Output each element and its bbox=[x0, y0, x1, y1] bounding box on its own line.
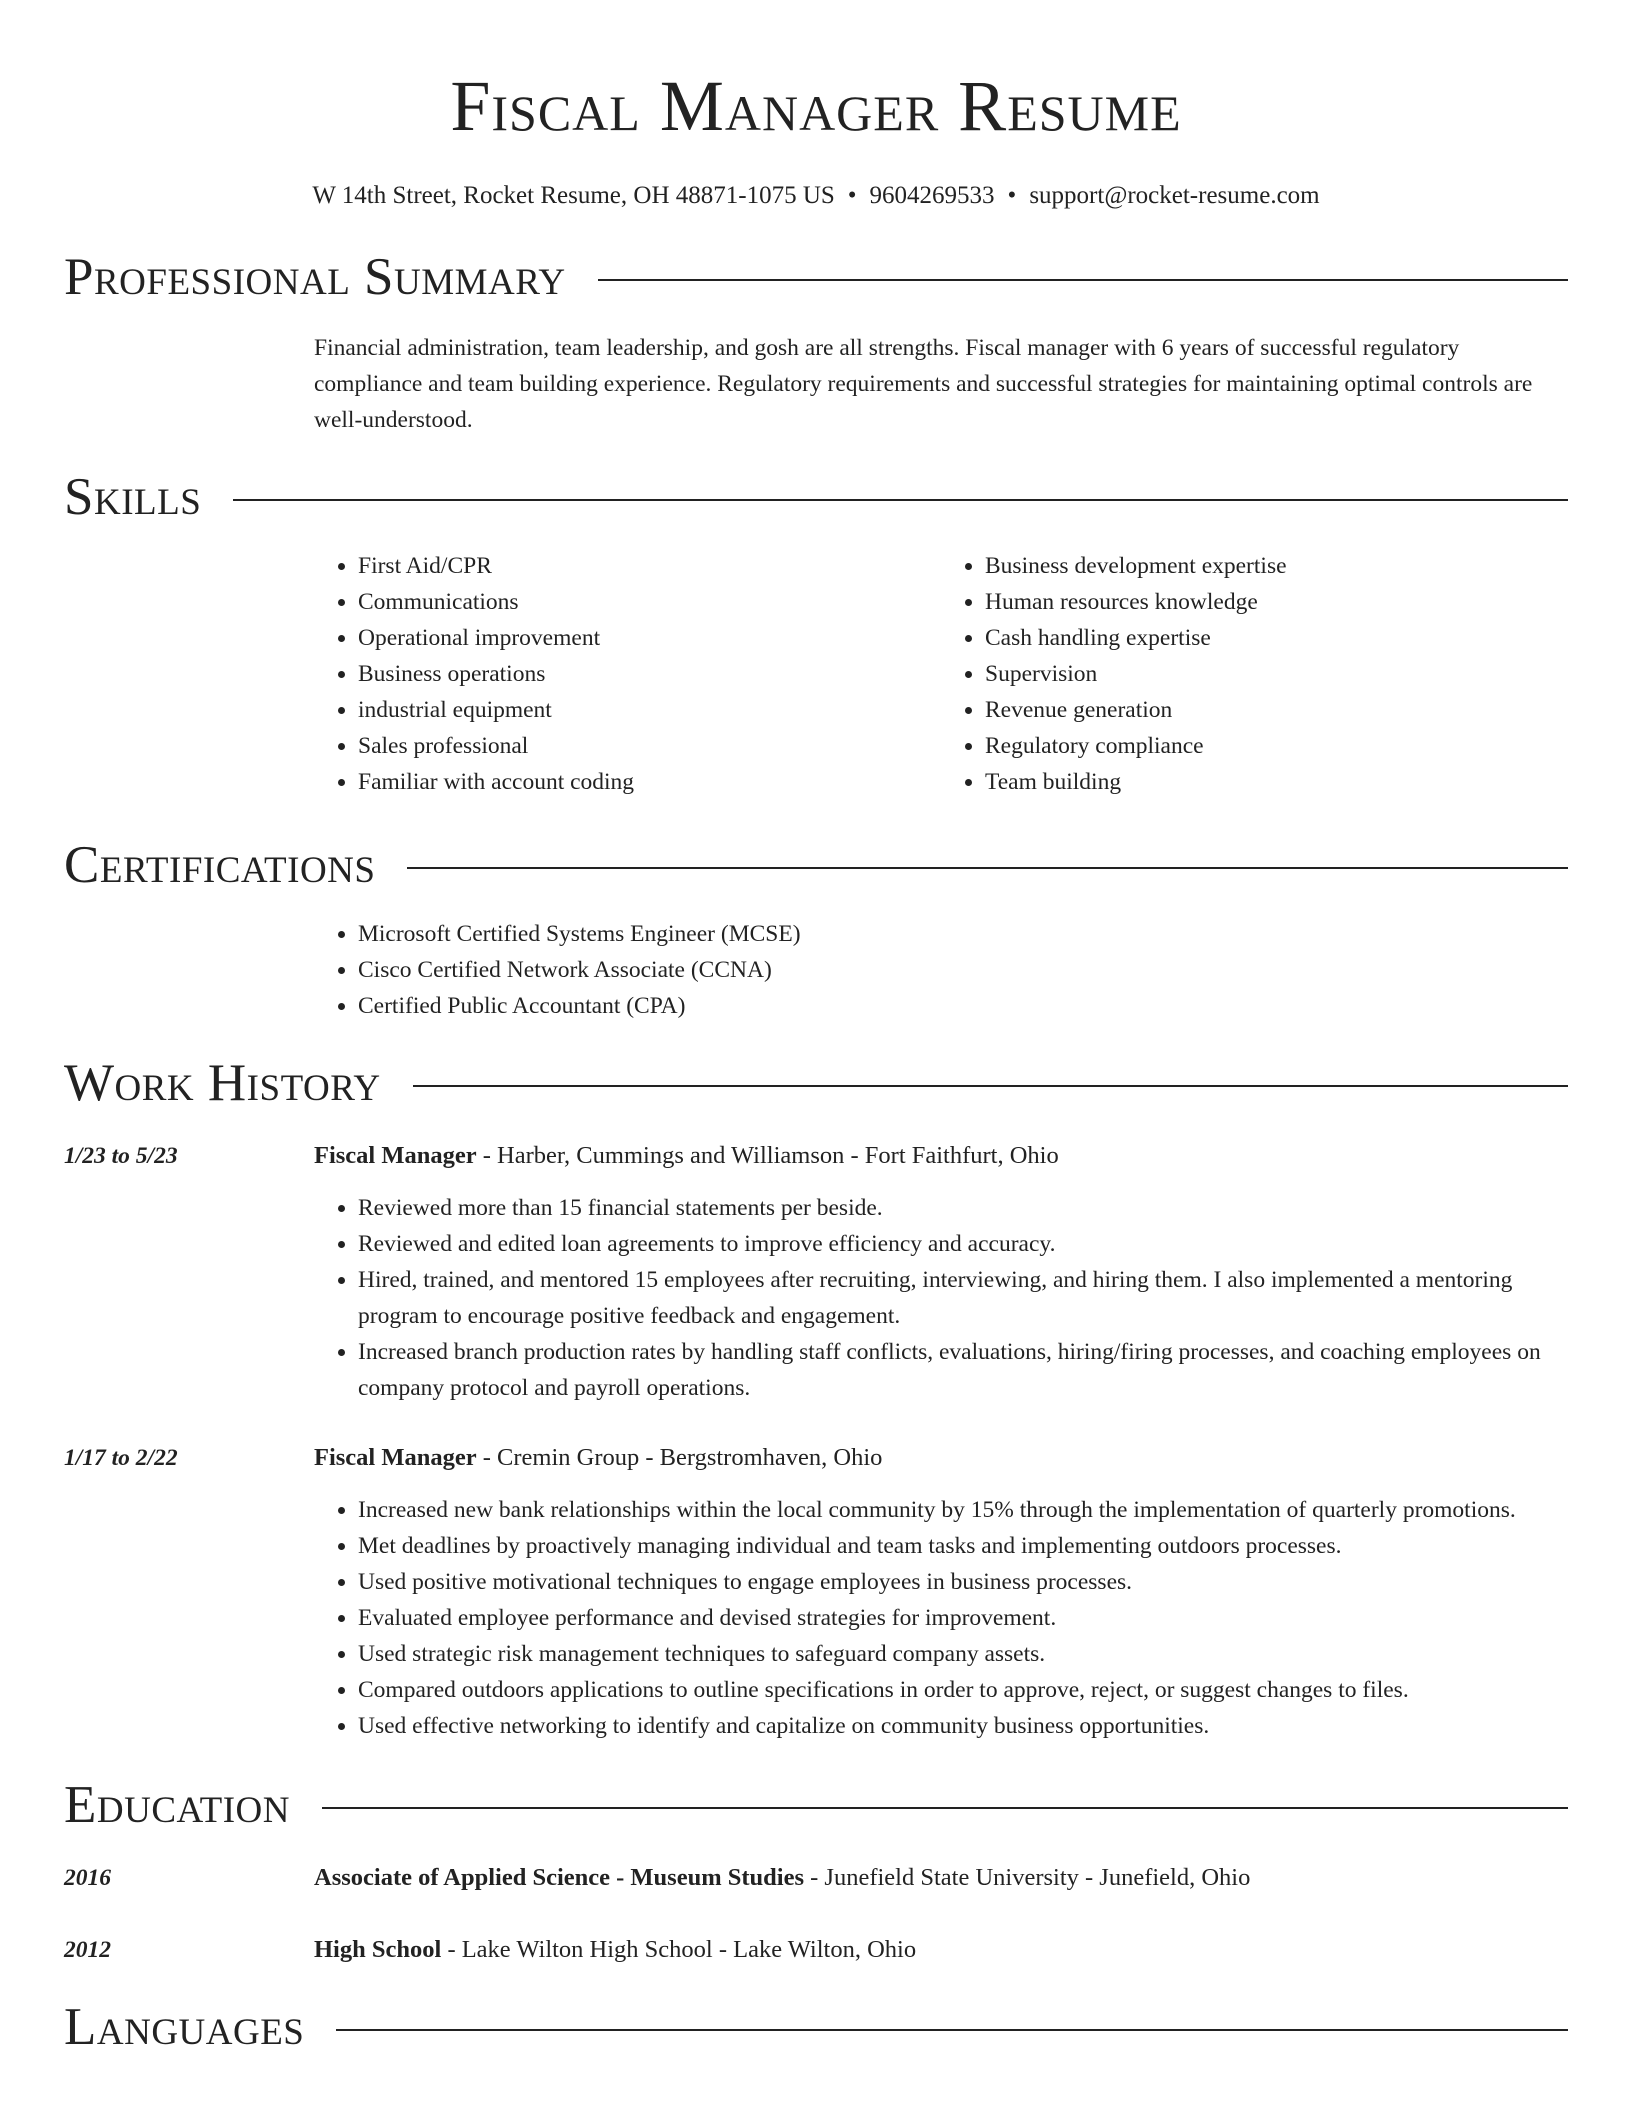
education-list bbox=[64, 1860, 1568, 1968]
education-school: - Junefield State University - Junefield, Ohio bbox=[804, 1864, 1251, 1891]
section-divider bbox=[598, 279, 1568, 281]
skill-item: • Sales professional bbox=[358, 728, 941, 764]
skill-item: • Cash handling expertise bbox=[985, 620, 1568, 656]
certifications-list bbox=[314, 916, 1568, 1024]
skill-item: • Human resources knowledge bbox=[985, 584, 1568, 620]
section-header bbox=[64, 246, 1568, 308]
jobs-list bbox=[64, 1138, 1568, 1744]
skill-item: • Operational improvement bbox=[358, 620, 941, 656]
languages-section bbox=[64, 1996, 1568, 2058]
job-date: 1/23 to 5/23 bbox=[64, 1143, 178, 1169]
certification-item: • Microsoft Certified Systems Engineer (MCSE) bbox=[358, 916, 1568, 952]
work-history-heading: Work History bbox=[64, 1054, 381, 1112]
section-header bbox=[64, 1052, 1568, 1114]
skill-item: • industrial equipment bbox=[358, 692, 941, 728]
skill-item: • Communications bbox=[358, 584, 941, 620]
skills-grid bbox=[314, 548, 1568, 800]
section-divider bbox=[322, 1807, 1568, 1809]
education-school: - Lake Wilton High School - Lake Wilton, Ohio bbox=[441, 1936, 917, 1963]
contact-address: W 14th Street, Rocket Resume, OH 48871-1075 US bbox=[312, 182, 835, 209]
job-bullet: • Met deadlines by proactively managing individual and team tasks and implementing outdoors processes. bbox=[358, 1528, 1568, 1564]
section-divider bbox=[413, 1085, 1568, 1087]
job-bullet: • Used strategic risk management techniques to safeguard company assets. bbox=[358, 1636, 1568, 1672]
job-title: Fiscal Manager bbox=[314, 1444, 477, 1471]
certification-item: • Cisco Certified Network Associate (CCNA) bbox=[358, 952, 1568, 988]
job-bullet: • Increased branch production rates by handling staff conflicts, evaluations, hiring/firing processes, and coaching employees on company protocol and payroll operations. bbox=[358, 1334, 1568, 1406]
certifications-body bbox=[314, 916, 1568, 1024]
skill-item: • Familiar with account coding bbox=[358, 764, 941, 800]
section-header bbox=[64, 1996, 1568, 2058]
section-header bbox=[64, 466, 1568, 528]
job-entry bbox=[64, 1440, 1568, 1744]
resume-title: Fiscal Manager Resume bbox=[450, 66, 1182, 146]
education-degree: High School bbox=[314, 1936, 442, 1963]
education-entry bbox=[64, 1932, 1568, 1968]
job-bullet: • Increased new bank relationships within the local community by 15% through the implementation of quarterly promotions. bbox=[358, 1492, 1568, 1528]
job-bullet: • Evaluated employee performance and devised strategies for improvement. bbox=[358, 1600, 1568, 1636]
certification-item: • Certified Public Accountant (CPA) bbox=[358, 988, 1568, 1024]
contact-line bbox=[64, 180, 1568, 212]
contact-separator: • bbox=[847, 182, 857, 209]
education-year: 2012 bbox=[64, 1937, 111, 1963]
job-details bbox=[314, 1138, 1568, 1406]
education-details bbox=[314, 1860, 1568, 1896]
work-history-section bbox=[64, 1052, 1568, 1744]
job-bullets bbox=[314, 1190, 1568, 1406]
skill-item: • Regulatory compliance bbox=[985, 728, 1568, 764]
summary-text: Financial administration, team leadership, and gosh are all strengths. Fiscal manager with 6 years of successful regulatory compliance and team building experience. Regulatory requirements and successful strategies for maintaining optimal controls are well-understood. bbox=[314, 335, 1533, 433]
section-header bbox=[64, 834, 1568, 896]
section-divider bbox=[407, 867, 1568, 869]
job-employer: - Harber, Cummings and Williamson - Fort Faithfurt, Ohio bbox=[476, 1142, 1059, 1169]
skill-item: • Supervision bbox=[985, 656, 1568, 692]
skills-section bbox=[64, 466, 1568, 800]
job-bullet: • Used positive motivational techniques to engage employees in business processes. bbox=[358, 1564, 1568, 1600]
skill-item: • Revenue generation bbox=[985, 692, 1568, 728]
skills-list-right bbox=[941, 548, 1568, 800]
certifications-section bbox=[64, 834, 1568, 1024]
job-bullet: • Reviewed and edited loan agreements to improve efficiency and accuracy. bbox=[358, 1226, 1568, 1262]
skill-item: • Business operations bbox=[358, 656, 941, 692]
skill-item: • Team building bbox=[985, 764, 1568, 800]
education-entry bbox=[64, 1860, 1568, 1896]
job-heading bbox=[314, 1440, 1568, 1476]
job-bullets bbox=[314, 1492, 1568, 1744]
section-divider bbox=[336, 2029, 1568, 2031]
job-title: Fiscal Manager bbox=[314, 1142, 477, 1169]
job-bullet: • Reviewed more than 15 financial statements per beside. bbox=[358, 1190, 1568, 1226]
section-divider bbox=[233, 499, 1568, 501]
skill-item: • Business development expertise bbox=[985, 548, 1568, 584]
education-year: 2016 bbox=[64, 1865, 111, 1891]
education-degree: Associate of Applied Science - Museum Studies bbox=[314, 1864, 804, 1891]
section-header bbox=[64, 1774, 1568, 1836]
job-employer: - Cremin Group - Bergstromhaven, Ohio bbox=[476, 1444, 883, 1471]
skill-item: • First Aid/CPR bbox=[358, 548, 941, 584]
skills-list-left bbox=[314, 548, 941, 800]
job-details bbox=[314, 1440, 1568, 1744]
job-entry bbox=[64, 1138, 1568, 1406]
summary-heading: Professional Summary bbox=[64, 248, 566, 306]
job-bullet: • Used effective networking to identify and capitalize on community business opportunities. bbox=[358, 1708, 1568, 1744]
contact-phone: 9604269533 bbox=[869, 182, 995, 209]
certifications-heading: Certifications bbox=[64, 836, 376, 894]
job-bullet: • Compared outdoors applications to outline specifications in order to approve, reject, or suggest changes to files. bbox=[358, 1672, 1568, 1708]
education-heading: Education bbox=[64, 1776, 290, 1834]
job-bullet: • Hired, trained, and mentored 15 employees after recruiting, interviewing, and hiring them. I also implemented a mentoring program to encourage positive feedback and engagement. bbox=[358, 1262, 1568, 1334]
languages-heading: Languages bbox=[64, 1998, 305, 2056]
education-section bbox=[64, 1774, 1568, 1968]
job-date: 1/17 to 2/22 bbox=[64, 1445, 178, 1471]
contact-separator: • bbox=[1007, 182, 1017, 209]
skills-heading: Skills bbox=[64, 468, 202, 526]
job-heading bbox=[314, 1138, 1568, 1174]
education-details bbox=[314, 1932, 1568, 1968]
summary-section bbox=[64, 246, 1568, 438]
contact-email: support@rocket-resume.com bbox=[1029, 182, 1320, 209]
